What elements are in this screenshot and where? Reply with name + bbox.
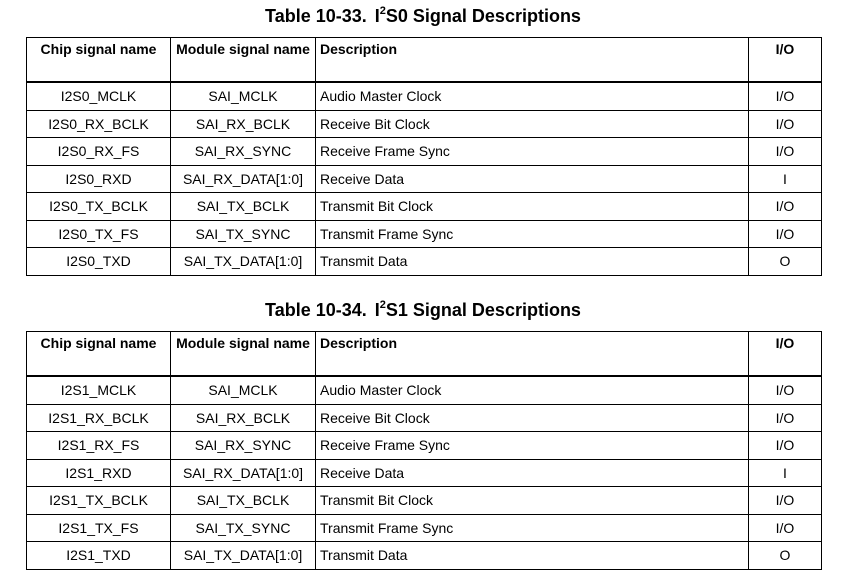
chip-signal-cell: I2S1_RXD: [27, 459, 171, 487]
header-chip-signal-name: Chip signal name: [27, 332, 171, 377]
table-number: Table 10-33.: [265, 6, 367, 26]
chip-signal-cell: I2S1_RX_FS: [27, 432, 171, 460]
table-row: [27, 404, 822, 432]
module-signal-cell: SAI_RX_BCLK: [171, 404, 316, 432]
signal-table-i2s1: [26, 331, 822, 570]
description-cell: Transmit Data: [316, 248, 749, 276]
description-cell: Transmit Data: [316, 542, 749, 570]
chip-signal-cell: I2S1_RX_BCLK: [27, 404, 171, 432]
table-title-rest: S0 Signal Descriptions: [385, 6, 581, 26]
header-io: I/O: [749, 332, 822, 377]
description-cell: Receive Frame Sync: [316, 138, 749, 166]
module-signal-cell: SAI_MCLK: [171, 82, 316, 110]
table-row: [27, 82, 822, 110]
chip-signal-cell: I2S1_TX_BCLK: [27, 487, 171, 515]
io-cell: I/O: [749, 404, 822, 432]
io-cell: I/O: [749, 82, 822, 110]
chip-signal-cell: I2S0_MCLK: [27, 82, 171, 110]
table-row: [27, 459, 822, 487]
io-cell: I/O: [749, 432, 822, 460]
table-caption: [0, 299, 846, 321]
module-signal-cell: SAI_RX_BCLK: [171, 110, 316, 138]
table-title-superscript: 2: [379, 299, 386, 311]
table-caption: [0, 5, 846, 27]
chip-signal-cell: I2S1_MCLK: [27, 376, 171, 404]
chip-signal-cell: I2S1_TXD: [27, 542, 171, 570]
description-cell: Transmit Frame Sync: [316, 220, 749, 248]
chip-signal-cell: I2S0_RX_FS: [27, 138, 171, 166]
description-cell: Transmit Bit Clock: [316, 487, 749, 515]
table-row: [27, 165, 822, 193]
table-row: [27, 487, 822, 515]
module-signal-cell: SAI_RX_SYNC: [171, 432, 316, 460]
signal-table-i2s0: [26, 37, 822, 276]
io-cell: I/O: [749, 138, 822, 166]
chip-signal-cell: I2S0_RX_BCLK: [27, 110, 171, 138]
header-description: Description: [316, 332, 749, 377]
description-cell: Transmit Frame Sync: [316, 514, 749, 542]
table-row: [27, 514, 822, 542]
module-signal-cell: SAI_TX_SYNC: [171, 220, 316, 248]
module-signal-cell: SAI_TX_DATA[1:0]: [171, 542, 316, 570]
table-title-prefix: I: [374, 6, 380, 26]
header-chip-signal-name: Chip signal name: [27, 38, 171, 83]
module-signal-cell: SAI_RX_DATA[1:0]: [171, 165, 316, 193]
header-module-signal-name: Module signal name: [171, 332, 316, 377]
table-header-row: [27, 332, 822, 377]
table-title-superscript: 2: [379, 5, 386, 17]
table-row: [27, 138, 822, 166]
table-row: [27, 193, 822, 221]
chip-signal-cell: I2S0_RXD: [27, 165, 171, 193]
table-row: [27, 110, 822, 138]
io-cell: I/O: [749, 220, 822, 248]
table-title-prefix: I: [374, 300, 380, 320]
header-description: Description: [316, 38, 749, 83]
module-signal-cell: SAI_TX_BCLK: [171, 487, 316, 515]
chip-signal-cell: I2S0_TX_FS: [27, 220, 171, 248]
header-module-signal-name: Module signal name: [171, 38, 316, 83]
module-signal-cell: SAI_TX_BCLK: [171, 193, 316, 221]
module-signal-cell: SAI_TX_DATA[1:0]: [171, 248, 316, 276]
table-row: [27, 376, 822, 404]
io-cell: I/O: [749, 193, 822, 221]
table-row: [27, 432, 822, 460]
io-cell: I: [749, 165, 822, 193]
header-io: I/O: [749, 38, 822, 83]
description-cell: Receive Frame Sync: [316, 432, 749, 460]
io-cell: I/O: [749, 376, 822, 404]
chip-signal-cell: I2S0_TX_BCLK: [27, 193, 171, 221]
description-cell: Audio Master Clock: [316, 376, 749, 404]
description-cell: Audio Master Clock: [316, 82, 749, 110]
module-signal-cell: SAI_MCLK: [171, 376, 316, 404]
io-cell: O: [749, 248, 822, 276]
description-cell: Transmit Bit Clock: [316, 193, 749, 221]
chip-signal-cell: I2S1_TX_FS: [27, 514, 171, 542]
description-cell: Receive Bit Clock: [316, 404, 749, 432]
chip-signal-cell: I2S0_TXD: [27, 248, 171, 276]
table-row: [27, 542, 822, 570]
description-cell: Receive Data: [316, 459, 749, 487]
io-cell: I/O: [749, 110, 822, 138]
description-cell: Receive Bit Clock: [316, 110, 749, 138]
table-title-rest: S1 Signal Descriptions: [385, 300, 581, 320]
module-signal-cell: SAI_RX_SYNC: [171, 138, 316, 166]
table-row: [27, 248, 822, 276]
table-row: [27, 220, 822, 248]
io-cell: I/O: [749, 514, 822, 542]
table-header-row: [27, 38, 822, 83]
module-signal-cell: SAI_RX_DATA[1:0]: [171, 459, 316, 487]
description-cell: Receive Data: [316, 165, 749, 193]
module-signal-cell: SAI_TX_SYNC: [171, 514, 316, 542]
io-cell: O: [749, 542, 822, 570]
table-number: Table 10-34.: [265, 300, 367, 320]
io-cell: I: [749, 459, 822, 487]
io-cell: I/O: [749, 487, 822, 515]
